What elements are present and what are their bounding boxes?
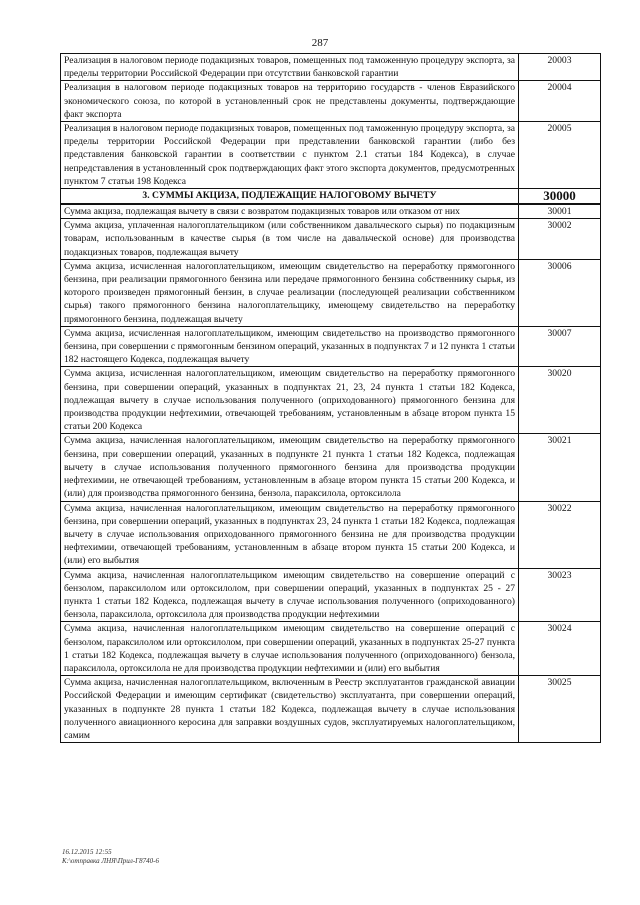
footer-file-path: К:\отправка ЛНЯ\Прил-Г8740-6 <box>62 857 159 865</box>
table-row <box>61 219 601 260</box>
row-code: 30020 <box>519 367 601 434</box>
row-description: Реализация в налоговом периоде подакцизных товаров на территорию государств - членов Евразийского экономического союза, по которой в установленный срок не представлены документы, подтверждающие факт экспорта <box>61 81 519 122</box>
row-description: Сумма акциза, начисленная налогоплательщиком имеющим свидетельство на совершение операций с бензолом, параксилолом или ортоксилолом, при совершении операций, указанных в подпунктах 25 - 27 пункта 1 статьи 182 Кодекса, подлежащая вычету в случае использования полученного (оприходованного) бензола, параксилола, ортоксилола для производства продукции нефтехимии <box>61 568 519 622</box>
row-description: Сумма акциза, начисленная налогоплательщиком, имеющим свидетельство на переработку прямогонного бензина, при совершении операций, указанных в подпункте 21 пункта 1 статьи 182 Кодекса, подлежащая вычету в случае использования полученного прямогонного бензина для производства продукции нефтехимии, не отвечающей требованиям, установленным в абзаце втором пункта 15 статьи 200 Кодекса, и (или) для производства прямогонного бензина, бензола, параксилола, ортоксилола <box>61 434 519 501</box>
table-row <box>61 568 601 622</box>
row-code: 30007 <box>519 326 601 367</box>
row-description: Сумма акциза, исчисленная налогоплательщиком, имеющим свидетельство на переработку прямогонного бензина, при совершении операций, указанных в подпунктах 21, 23, 24 пункта 1 статьи 182 Кодекса, подлежащая вычету в случае использования полученного (оприходованного) прямогонного бензина для производства продукции нефтехимии, отвечающей требованиям, установленным в абзаце втором пункта 15 статьи 200 Кодекса <box>61 367 519 434</box>
row-code: 30002 <box>519 219 601 260</box>
table-body <box>61 54 601 743</box>
section-header-row <box>61 189 601 205</box>
row-description: Сумма акциза, подлежащая вычету в связи с возвратом подакцизных товаров или отказом от них <box>61 204 519 219</box>
section-code: 30000 <box>519 189 601 205</box>
row-code: 30025 <box>519 676 601 743</box>
row-description: Сумма акциза, начисленная налогоплательщиком, включенным в Реестр эксплуатантов гражданской авиации Российской Федерации и имеющим сертификат (свидетельство) эксплуатанта, при совершении операций, указанных в подпункте 28 пункта 1 статьи 182 Кодекса, подлежащая вычету в случае использования полученного авиационного керосина для заправки воздушных судов, эксплуатируемых налогоплательщиком, самим <box>61 676 519 743</box>
table-row <box>61 54 601 81</box>
section-title: 3. СУММЫ АКЦИЗА, ПОДЛЕЖАЩИЕ НАЛОГОВОМУ ВЫЧЕТУ <box>61 189 519 205</box>
table-row <box>61 204 601 219</box>
table-row <box>61 434 601 501</box>
codes-table <box>60 53 601 743</box>
table-row <box>61 367 601 434</box>
page-footer <box>62 848 159 866</box>
table-row <box>61 501 601 568</box>
row-description: Сумма акциза, уплаченная налогоплательщиком (или собственником давальческого сырья) по подакцизным товарам, использованным в качестве сырья (в том числе на давальческой основе) для производства подакцизных товаров, подлежащая вычету <box>61 219 519 260</box>
row-code: 30006 <box>519 259 601 326</box>
row-code: 30021 <box>519 434 601 501</box>
row-code: 30024 <box>519 622 601 676</box>
row-code: 20004 <box>519 81 601 122</box>
row-description: Реализация в налоговом периоде подакцизных товаров, помещенных под таможенную процедуру экспорта, за пределы территории Российской Федерации при отсутствии банковской гарантии <box>61 54 519 81</box>
table-row <box>61 676 601 743</box>
row-description: Сумма акциза, исчисленная налогоплательщиком, имеющим свидетельство на производство прямогонного бензина, при совершении с прямогонным бензином операций, указанных в подпунктах 7 и 12 пункта 1 статьи 182 настоящего Кодекса, подлежащая вычету <box>61 326 519 367</box>
row-code: 30022 <box>519 501 601 568</box>
table-row <box>61 122 601 189</box>
row-description: Сумма акциза, начисленная налогоплательщиком, имеющим свидетельство на переработку прямогонного бензина, при совершении операций, указанных в подпунктах 23, 24 пункта 1 статьи 182 Кодекса, подлежащая вычету в случае использования оприходованного прямогонного бензина не для производства продукции нефтехимии, отвечающей требованиям, установленным в абзаце втором пункта 15 статьи 200 Кодекса, и (или) его выбытия <box>61 501 519 568</box>
table-row <box>61 326 601 367</box>
row-code: 30001 <box>519 204 601 219</box>
row-code: 30023 <box>519 568 601 622</box>
row-code: 20005 <box>519 122 601 189</box>
row-description: Реализация в налоговом периоде подакцизных товаров, помещенных под таможенную процедуру экспорта, за пределы территории Российской Федерации при представлении банковской гарантии (либо без представления банковской гарантии в соответствии с пунктом 2.1 статьи 184 Кодекса), в случае непредставления в установленный срок подтверждающих факт этого экспорта документов, предусмотренных пунктом 7 статьи 198 Кодекса <box>61 122 519 189</box>
page-number: 287 <box>311 37 329 49</box>
row-description: Сумма акциза, исчисленная налогоплательщиком, имеющим свидетельство на переработку прямогонного бензина, при реализации прямогонного бензина или передаче прямогонного бензина собственнику сырья, из которого произведен прямогонный бензин, в случае реализации (последующей реализации собственником сырья) такого прямогонного бензина налогоплательщику, имеющему свидетельство на переработку прямогонного бензина, подлежащая вычету <box>61 259 519 326</box>
table-row <box>61 259 601 326</box>
row-code: 20003 <box>519 54 601 81</box>
table-row <box>61 81 601 122</box>
row-description: Сумма акциза, начисленная налогоплательщиком имеющим свидетельство на совершение операций с бензолом, параксилолом или ортоксилолом, при совершении операций, указанных в подпунктах 25-27 пункта 1 статьи 182 Кодекса, подлежащая вычету в случае использования полученного (оприходованного) бензола, параксилола, ортоксилола не для производства продукции нефтехимии и (или) его выбытия <box>61 622 519 676</box>
footer-timestamp: 16.12.2015 12:55 <box>62 848 112 856</box>
table-row <box>61 622 601 676</box>
